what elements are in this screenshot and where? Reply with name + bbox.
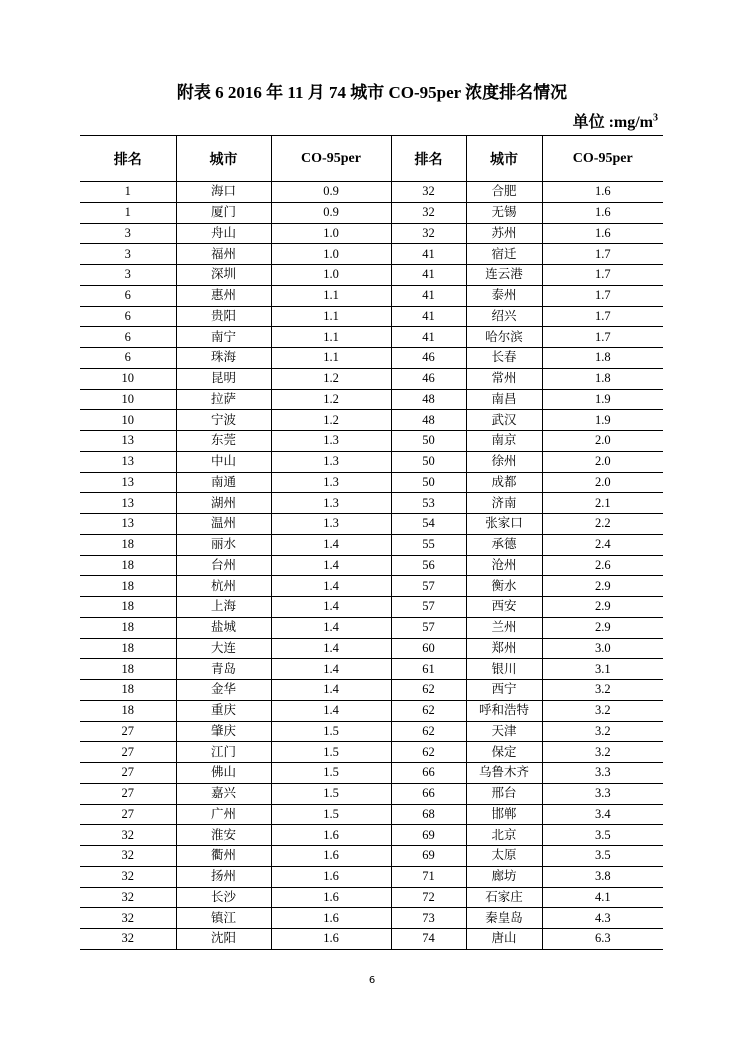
rank-cell: 6 xyxy=(80,285,176,306)
co-value-cell: 1.8 xyxy=(542,368,663,389)
co-value-cell: 1.3 xyxy=(271,514,391,535)
table-row xyxy=(80,534,663,555)
city-cell: 呼和浩特 xyxy=(466,700,542,721)
city-cell: 泰州 xyxy=(466,285,542,306)
rank-cell: 32 xyxy=(391,223,466,244)
city-cell: 西安 xyxy=(466,597,542,618)
rank-cell: 27 xyxy=(80,721,176,742)
city-cell: 长春 xyxy=(466,348,542,369)
co-value-cell: 0.9 xyxy=(271,182,391,203)
rank-cell: 18 xyxy=(80,534,176,555)
rank-cell: 18 xyxy=(80,617,176,638)
city-cell: 武汉 xyxy=(466,410,542,431)
table-row xyxy=(80,638,663,659)
city-cell: 湖州 xyxy=(176,493,271,514)
city-cell: 长沙 xyxy=(176,887,271,908)
co-value-cell: 3.0 xyxy=(542,638,663,659)
rank-cell: 41 xyxy=(391,265,466,286)
co-value-cell: 2.9 xyxy=(542,597,663,618)
table-row xyxy=(80,597,663,618)
co-value-cell: 6.3 xyxy=(542,929,663,950)
header-city-right: 城市 xyxy=(466,136,542,182)
rank-cell: 57 xyxy=(391,597,466,618)
city-cell: 郑州 xyxy=(466,638,542,659)
city-cell: 连云港 xyxy=(466,265,542,286)
city-cell: 合肥 xyxy=(466,182,542,203)
city-cell: 昆明 xyxy=(176,368,271,389)
rank-cell: 32 xyxy=(391,182,466,203)
rank-cell: 50 xyxy=(391,472,466,493)
co-value-cell: 1.4 xyxy=(271,534,391,555)
co-value-cell: 1.3 xyxy=(271,493,391,514)
co-value-cell: 1.6 xyxy=(542,223,663,244)
co-value-cell: 1.3 xyxy=(271,431,391,452)
rank-cell: 61 xyxy=(391,659,466,680)
rank-cell: 50 xyxy=(391,431,466,452)
city-cell: 沈阳 xyxy=(176,929,271,950)
rank-cell: 62 xyxy=(391,721,466,742)
table-row xyxy=(80,555,663,576)
co-value-cell: 1.4 xyxy=(271,617,391,638)
rank-cell: 3 xyxy=(80,265,176,286)
rank-cell: 13 xyxy=(80,472,176,493)
table-header-row xyxy=(80,136,663,182)
co-value-cell: 3.5 xyxy=(542,846,663,867)
co-value-cell: 1.4 xyxy=(271,597,391,618)
co-value-cell: 1.2 xyxy=(271,389,391,410)
table-row xyxy=(80,721,663,742)
table-row xyxy=(80,929,663,950)
co-value-cell: 1.7 xyxy=(542,327,663,348)
co-value-cell: 1.1 xyxy=(271,306,391,327)
city-cell: 江门 xyxy=(176,742,271,763)
table-row xyxy=(80,825,663,846)
city-cell: 无锡 xyxy=(466,202,542,223)
city-cell: 衢州 xyxy=(176,846,271,867)
city-cell: 唐山 xyxy=(466,929,542,950)
city-cell: 惠州 xyxy=(176,285,271,306)
rank-cell: 6 xyxy=(80,327,176,348)
co-value-cell: 2.9 xyxy=(542,617,663,638)
city-cell: 南昌 xyxy=(466,389,542,410)
city-cell: 温州 xyxy=(176,514,271,535)
co-value-cell: 1.2 xyxy=(271,368,391,389)
co-value-cell: 3.2 xyxy=(542,680,663,701)
city-cell: 上海 xyxy=(176,597,271,618)
co-value-cell: 1.7 xyxy=(542,285,663,306)
rank-cell: 46 xyxy=(391,368,466,389)
table-row xyxy=(80,576,663,597)
co-value-cell: 1.6 xyxy=(271,887,391,908)
city-cell: 东莞 xyxy=(176,431,271,452)
rank-cell: 72 xyxy=(391,887,466,908)
city-cell: 绍兴 xyxy=(466,306,542,327)
city-cell: 中山 xyxy=(176,451,271,472)
rank-cell: 32 xyxy=(391,202,466,223)
city-cell: 台州 xyxy=(176,555,271,576)
rank-cell: 18 xyxy=(80,638,176,659)
rank-cell: 60 xyxy=(391,638,466,659)
co-value-cell: 1.4 xyxy=(271,576,391,597)
co-value-cell: 1.9 xyxy=(542,389,663,410)
co-value-cell: 3.3 xyxy=(542,783,663,804)
co-value-cell: 1.0 xyxy=(271,244,391,265)
city-cell: 南通 xyxy=(176,472,271,493)
city-cell: 舟山 xyxy=(176,223,271,244)
co-value-cell: 3.4 xyxy=(542,804,663,825)
city-cell: 金华 xyxy=(176,680,271,701)
co-value-cell: 1.1 xyxy=(271,285,391,306)
table-row xyxy=(80,846,663,867)
table-row xyxy=(80,265,663,286)
city-cell: 济南 xyxy=(466,493,542,514)
rank-cell: 32 xyxy=(80,929,176,950)
page-title: 附表 6 2016 年 11 月 74 城市 CO-95per 浓度排名情况 xyxy=(176,83,568,102)
rank-cell: 27 xyxy=(80,804,176,825)
table-row xyxy=(80,680,663,701)
table-row xyxy=(80,783,663,804)
city-cell: 乌鲁木齐 xyxy=(466,763,542,784)
co-value-cell: 1.0 xyxy=(271,265,391,286)
unit-label xyxy=(573,109,658,132)
city-cell: 青岛 xyxy=(176,659,271,680)
co-value-cell: 1.6 xyxy=(542,182,663,203)
co-value-cell: 4.1 xyxy=(542,887,663,908)
table-row xyxy=(80,202,663,223)
city-cell: 太原 xyxy=(466,846,542,867)
co-value-cell: 1.3 xyxy=(271,451,391,472)
city-cell: 张家口 xyxy=(466,514,542,535)
co-value-cell: 1.4 xyxy=(271,659,391,680)
rank-cell: 10 xyxy=(80,389,176,410)
rank-cell: 57 xyxy=(391,576,466,597)
header-city-left: 城市 xyxy=(176,136,271,182)
rank-cell: 1 xyxy=(80,202,176,223)
city-cell: 廊坊 xyxy=(466,866,542,887)
header-rank-left: 排名 xyxy=(80,136,176,182)
city-cell: 兰州 xyxy=(466,617,542,638)
table-body xyxy=(80,182,663,950)
city-cell: 盐城 xyxy=(176,617,271,638)
rank-cell: 18 xyxy=(80,555,176,576)
co-value-cell: 3.8 xyxy=(542,866,663,887)
city-cell: 佛山 xyxy=(176,763,271,784)
co-value-cell: 1.4 xyxy=(271,700,391,721)
rank-cell: 13 xyxy=(80,451,176,472)
co-value-cell: 1.5 xyxy=(271,742,391,763)
co-value-cell: 4.3 xyxy=(542,908,663,929)
rank-cell: 71 xyxy=(391,866,466,887)
table-row xyxy=(80,368,663,389)
city-cell: 海口 xyxy=(176,182,271,203)
city-cell: 苏州 xyxy=(466,223,542,244)
rank-cell: 3 xyxy=(80,223,176,244)
rank-cell: 32 xyxy=(80,908,176,929)
co-value-cell: 1.5 xyxy=(271,804,391,825)
co-value-cell: 2.9 xyxy=(542,576,663,597)
city-cell: 淮安 xyxy=(176,825,271,846)
city-cell: 广州 xyxy=(176,804,271,825)
page-number: 6 xyxy=(368,975,376,986)
rank-cell: 46 xyxy=(391,348,466,369)
co-value-cell: 1.5 xyxy=(271,783,391,804)
rank-cell: 54 xyxy=(391,514,466,535)
co-value-cell: 0.9 xyxy=(271,202,391,223)
table-row xyxy=(80,866,663,887)
rank-cell: 66 xyxy=(391,763,466,784)
rank-cell: 74 xyxy=(391,929,466,950)
city-cell: 天津 xyxy=(466,721,542,742)
rank-cell: 27 xyxy=(80,763,176,784)
city-cell: 拉萨 xyxy=(176,389,271,410)
city-cell: 保定 xyxy=(466,742,542,763)
table-row xyxy=(80,244,663,265)
unit-text: 单位 :mg/m xyxy=(572,114,653,131)
table-row xyxy=(80,306,663,327)
rank-cell: 62 xyxy=(391,700,466,721)
table-row xyxy=(80,182,663,203)
city-cell: 宿迁 xyxy=(466,244,542,265)
table-row xyxy=(80,410,663,431)
city-cell: 镇江 xyxy=(176,908,271,929)
header-co-right: CO-95per xyxy=(542,136,663,182)
co-value-cell: 3.5 xyxy=(542,825,663,846)
co-value-cell: 2.0 xyxy=(542,451,663,472)
city-cell: 扬州 xyxy=(176,866,271,887)
co-value-cell: 3.1 xyxy=(542,659,663,680)
table-row xyxy=(80,493,663,514)
table-row xyxy=(80,389,663,410)
rank-cell: 55 xyxy=(391,534,466,555)
city-cell: 成都 xyxy=(466,472,542,493)
rank-cell: 41 xyxy=(391,244,466,265)
rank-cell: 13 xyxy=(80,493,176,514)
city-cell: 重庆 xyxy=(176,700,271,721)
rank-cell: 69 xyxy=(391,825,466,846)
city-cell: 深圳 xyxy=(176,265,271,286)
co-value-cell: 1.1 xyxy=(271,327,391,348)
rank-cell: 32 xyxy=(80,825,176,846)
rank-cell: 41 xyxy=(391,285,466,306)
co-value-cell: 1.6 xyxy=(271,908,391,929)
rank-cell: 18 xyxy=(80,700,176,721)
city-cell: 杭州 xyxy=(176,576,271,597)
co-value-cell: 1.6 xyxy=(271,866,391,887)
co-value-cell: 1.2 xyxy=(271,410,391,431)
table-row xyxy=(80,348,663,369)
rank-cell: 57 xyxy=(391,617,466,638)
city-cell: 厦门 xyxy=(176,202,271,223)
rank-cell: 48 xyxy=(391,389,466,410)
table-row xyxy=(80,451,663,472)
rank-cell: 13 xyxy=(80,514,176,535)
rank-cell: 62 xyxy=(391,742,466,763)
co-value-cell: 1.7 xyxy=(542,306,663,327)
rank-cell: 50 xyxy=(391,451,466,472)
city-cell: 南宁 xyxy=(176,327,271,348)
city-cell: 丽水 xyxy=(176,534,271,555)
city-cell: 徐州 xyxy=(466,451,542,472)
co-value-cell: 1.5 xyxy=(271,721,391,742)
city-cell: 嘉兴 xyxy=(176,783,271,804)
rank-cell: 18 xyxy=(80,597,176,618)
co-value-cell: 1.3 xyxy=(271,472,391,493)
city-cell: 南京 xyxy=(466,431,542,452)
co-value-cell: 3.2 xyxy=(542,700,663,721)
table-row xyxy=(80,742,663,763)
city-cell: 宁波 xyxy=(176,410,271,431)
co-value-cell: 2.1 xyxy=(542,493,663,514)
city-cell: 常州 xyxy=(466,368,542,389)
co-value-cell: 2.0 xyxy=(542,431,663,452)
co-value-cell: 2.0 xyxy=(542,472,663,493)
city-cell: 邢台 xyxy=(466,783,542,804)
co-value-cell: 1.6 xyxy=(542,202,663,223)
rank-cell: 6 xyxy=(80,306,176,327)
table-row xyxy=(80,700,663,721)
rank-cell: 32 xyxy=(80,846,176,867)
co-value-cell: 1.1 xyxy=(271,348,391,369)
table-row xyxy=(80,887,663,908)
co-value-cell: 2.2 xyxy=(542,514,663,535)
co-value-cell: 1.9 xyxy=(542,410,663,431)
rank-cell: 66 xyxy=(391,783,466,804)
rank-cell: 10 xyxy=(80,368,176,389)
co-value-cell: 2.4 xyxy=(542,534,663,555)
table-row xyxy=(80,472,663,493)
rank-cell: 13 xyxy=(80,431,176,452)
city-cell: 承德 xyxy=(466,534,542,555)
rank-cell: 69 xyxy=(391,846,466,867)
city-cell: 秦皇岛 xyxy=(466,908,542,929)
co-value-cell: 1.4 xyxy=(271,680,391,701)
table-row xyxy=(80,431,663,452)
table-row xyxy=(80,659,663,680)
rank-cell: 18 xyxy=(80,576,176,597)
table-row xyxy=(80,908,663,929)
co-value-cell: 1.4 xyxy=(271,638,391,659)
rank-cell: 68 xyxy=(391,804,466,825)
rank-cell: 56 xyxy=(391,555,466,576)
city-cell: 衡水 xyxy=(466,576,542,597)
header-rank-right: 排名 xyxy=(391,136,466,182)
co-value-cell: 1.7 xyxy=(542,244,663,265)
table-row xyxy=(80,223,663,244)
rank-cell: 53 xyxy=(391,493,466,514)
ranking-table xyxy=(80,135,663,950)
co-value-cell: 3.2 xyxy=(542,742,663,763)
co-value-cell: 1.0 xyxy=(271,223,391,244)
table-row xyxy=(80,804,663,825)
rank-cell: 48 xyxy=(391,410,466,431)
rank-cell: 62 xyxy=(391,680,466,701)
rank-cell: 32 xyxy=(80,866,176,887)
unit-superscript: 3 xyxy=(653,112,658,124)
city-cell: 邯郸 xyxy=(466,804,542,825)
co-value-cell: 1.4 xyxy=(271,555,391,576)
rank-cell: 18 xyxy=(80,680,176,701)
table-row xyxy=(80,285,663,306)
city-cell: 西宁 xyxy=(466,680,542,701)
co-value-cell: 1.6 xyxy=(271,825,391,846)
rank-cell: 41 xyxy=(391,306,466,327)
table-row xyxy=(80,514,663,535)
rank-cell: 3 xyxy=(80,244,176,265)
rank-cell: 6 xyxy=(80,348,176,369)
rank-cell: 73 xyxy=(391,908,466,929)
rank-cell: 27 xyxy=(80,742,176,763)
rank-cell: 41 xyxy=(391,327,466,348)
city-cell: 肇庆 xyxy=(176,721,271,742)
co-value-cell: 3.2 xyxy=(542,721,663,742)
co-value-cell: 3.3 xyxy=(542,763,663,784)
co-value-cell: 1.6 xyxy=(271,929,391,950)
city-cell: 沧州 xyxy=(466,555,542,576)
city-cell: 贵阳 xyxy=(176,306,271,327)
city-cell: 大连 xyxy=(176,638,271,659)
table-row xyxy=(80,327,663,348)
co-value-cell: 2.6 xyxy=(542,555,663,576)
city-cell: 石家庄 xyxy=(466,887,542,908)
rank-cell: 1 xyxy=(80,182,176,203)
rank-cell: 10 xyxy=(80,410,176,431)
city-cell: 哈尔滨 xyxy=(466,327,542,348)
rank-cell: 18 xyxy=(80,659,176,680)
city-cell: 珠海 xyxy=(176,348,271,369)
city-cell: 银川 xyxy=(466,659,542,680)
co-value-cell: 1.7 xyxy=(542,265,663,286)
rank-cell: 32 xyxy=(80,887,176,908)
rank-cell: 27 xyxy=(80,783,176,804)
city-cell: 北京 xyxy=(466,825,542,846)
city-cell: 福州 xyxy=(176,244,271,265)
header-co-left: CO-95per xyxy=(271,136,391,182)
table-row xyxy=(80,763,663,784)
table-row xyxy=(80,617,663,638)
co-value-cell: 1.5 xyxy=(271,763,391,784)
co-value-cell: 1.8 xyxy=(542,348,663,369)
co-value-cell: 1.6 xyxy=(271,846,391,867)
